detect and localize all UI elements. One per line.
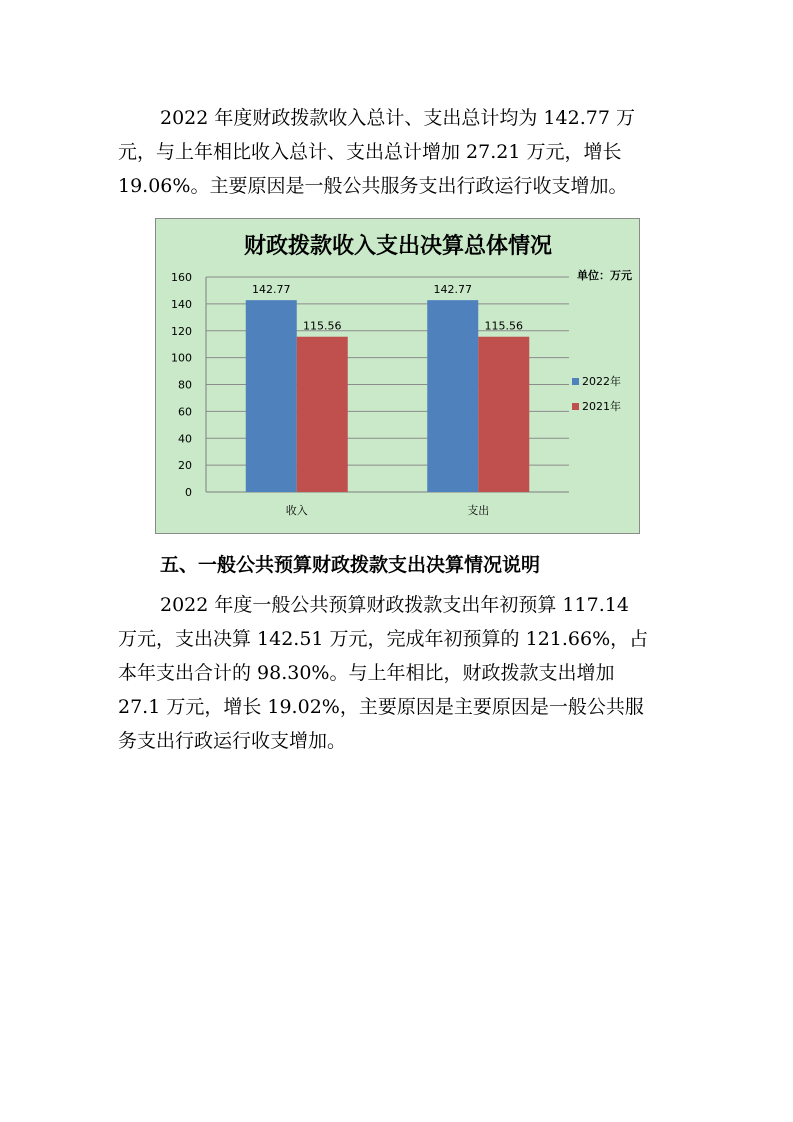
y-tick-label: 80: [178, 378, 192, 392]
section-heading: 五、一般公共预算财政拨款支出决算情况说明: [160, 554, 541, 576]
data-label: 115.56: [484, 319, 523, 333]
y-tick-label: 140: [171, 297, 192, 311]
bar-2021: [297, 337, 348, 492]
legend-swatch: [572, 403, 579, 410]
bar-2021: [478, 337, 529, 492]
x-tick-label: 支出: [467, 504, 490, 517]
bar-2022: [246, 300, 297, 492]
x-tick-label: 收入: [285, 504, 308, 517]
bar-2022: [427, 300, 478, 492]
paragraph-line: 元，与上年相比收入总计、支出总计增加 27.21 万元，增长: [118, 141, 622, 163]
legend-label: 2021年: [582, 400, 621, 413]
y-tick-label: 40: [178, 432, 192, 446]
y-tick-label: 160: [171, 271, 192, 284]
paragraph-line: 2022 年度财政拨款收入总计、支出总计均为 142.77 万: [160, 107, 635, 129]
paragraph-financial-total: [118, 101, 678, 203]
chart-canvas: [156, 219, 639, 533]
y-tick-label: 120: [171, 324, 192, 338]
data-label: 142.77: [252, 283, 291, 297]
paragraph-line: 万元，支出决算 142.51 万元，完成年初预算的 121.66%，占: [118, 628, 649, 650]
y-tick-label: 20: [178, 459, 192, 473]
data-label: 142.77: [433, 283, 472, 297]
paragraph-line: 本年支出合计的 98.30%。与上年相比，财政拨款支出增加: [118, 662, 615, 684]
y-tick-label: 60: [178, 405, 192, 419]
paragraph-line: 2022 年度一般公共预算财政拨款支出年初预算 117.14: [160, 594, 629, 616]
legend-swatch: [572, 378, 579, 385]
bar-chart: [155, 218, 640, 534]
y-tick-label: 0: [185, 486, 192, 499]
paragraph-line: 务支出行政运行收支增加。: [118, 730, 347, 752]
legend-label: 2022年: [582, 375, 621, 388]
chart-title: 财政拨款收入支出决算总体情况: [243, 234, 553, 259]
paragraph-line: 27.1 万元，增长 19.02%，主要原因是主要原因是一般公共服: [118, 696, 644, 718]
y-tick-label: 100: [171, 351, 192, 365]
paragraph-line: 19.06%。主要原因是一般公共服务支出行政运行收支增加。: [118, 175, 628, 197]
chart-unit-label: 单位：万元: [577, 269, 632, 282]
data-label: 115.56: [303, 319, 342, 333]
paragraph-general-budget: [118, 588, 678, 758]
